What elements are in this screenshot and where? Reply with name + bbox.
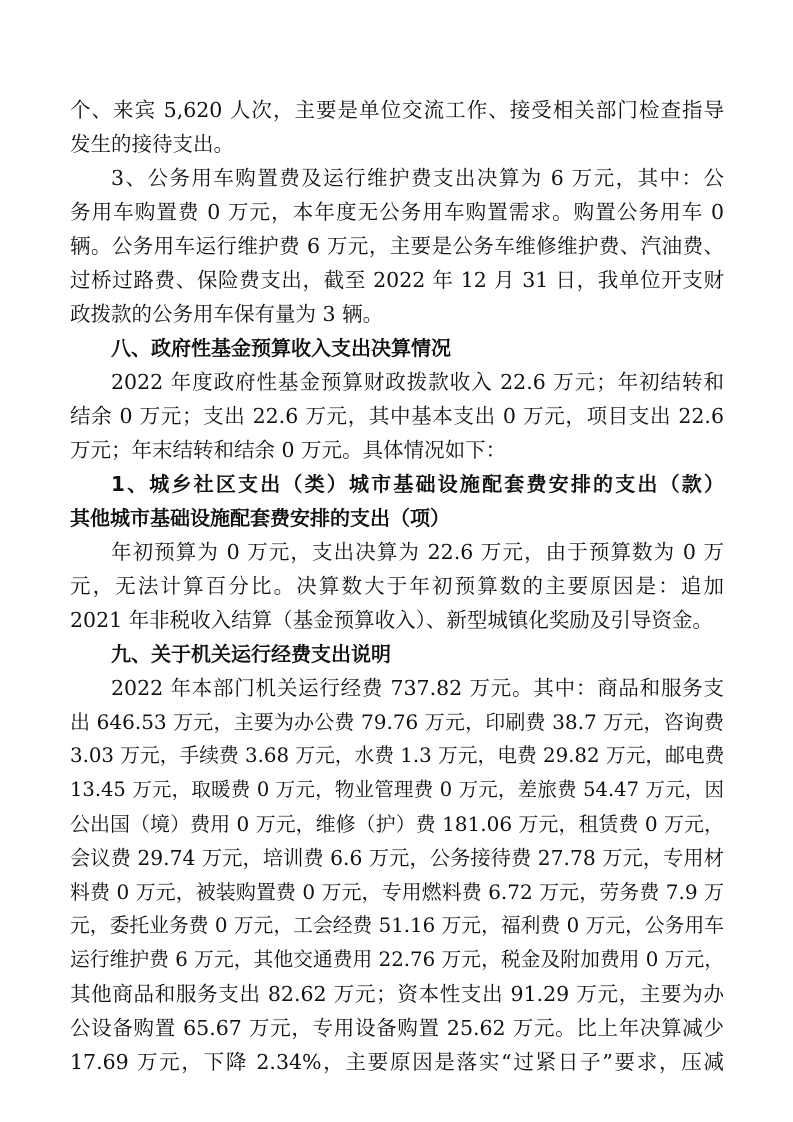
text-line: 料费 0 万元，被装购置费 0 万元，专用燃料费 6.72 万元，劳务费 7.9 万 (70, 880, 724, 904)
text-line: 辆。公务用车运行维护费 6 万元，主要是公务车维修维护费、汽油费、 (70, 234, 724, 258)
text-line: 结余 0 万元；支出 22.6 万元，其中基本支出 0 万元，项目支出 22.6 (70, 404, 724, 428)
text-line: 发生的接待支出。 (70, 132, 234, 156)
subsection-heading: 1、城乡社区支出（类）城市基础设施配套费安排的支出（款） (111, 472, 724, 496)
text-line: 年初预算为 0 万元，支出决算为 22.6 万元，由于预算数为 0 万 (111, 540, 724, 564)
text-line: 2022 年本部门机关运行经费 737.82 万元。其中：商品和服务支 (111, 676, 724, 700)
text-line: 2021 年非税收入结算（基金预算收入）、新型城镇化奖励及引导资金。 (70, 608, 713, 632)
text-line: 元，委托业务费 0 万元，工会经费 51.16 万元，福利费 0 万元，公务用车 (70, 914, 724, 937)
section-heading: 八、政府性基金预算收入支出决算情况 (111, 336, 451, 360)
text-line: 公出国（境）费用 0 万元，维修（护）费 181.06 万元，租赁费 0 万元， (70, 812, 724, 836)
text-line: 17.69 万元，下降 2.34%，主要原因是落实“过紧日子”要求，压减 (70, 1050, 724, 1074)
text-line: 过桥过路费、保险费支出，截至 2022 年 12 月 31 日，我单位开支财 (70, 268, 724, 292)
section-heading: 九、关于机关运行经费支出说明 (111, 642, 391, 666)
text-line: 运行维护费 6 万元，其他交通费用 22.76 万元，税金及附加费用 0 万元， (70, 948, 724, 971)
text-line: 3.03 万元，手续费 3.68 万元，水费 1.3 万元，电费 29.82 万元，邮电费 (70, 744, 725, 767)
text-line: 其他商品和服务支出 82.62 万元；资本性支出 91.29 万元，主要为办 (70, 982, 724, 1006)
text-line: 13.45 万元，取暖费 0 万元，物业管理费 0 万元，差旅费 54.47 万元，因 (70, 778, 724, 801)
text-line: 2022 年度政府性基金预算财政拨款收入 22.6 万元；年初结转和 (111, 370, 724, 394)
text-line: 公设备购置 65.67 万元，专用设备购置 25.62 万元。比上年决算减少 (70, 1016, 724, 1040)
text-line: 出 646.53 万元，主要为办公费 79.76 万元，印刷费 38.7 万元，咨询费 (70, 710, 724, 734)
text-line: 万元；年末结转和结余 0 万元。具体情况如下： (70, 438, 507, 462)
text-line: 会议费 29.74 万元，培训费 6.6 万元，公务接待费 27.78 万元，专用材 (70, 846, 724, 870)
text-line: 政拨款的公务用车保有量为 3 辆。 (70, 302, 384, 326)
text-line: 务用车购置费 0 万元，本年度无公务用车购置需求。购置公务用车 0 (70, 200, 724, 224)
subsection-heading: 其他城市基础设施配套费安排的支出（项） (70, 506, 450, 530)
text-line: 3、公务用车购置费及运行维护费支出决算为 6 万元，其中：公 (111, 166, 724, 190)
text-line: 元，无法计算百分比。决算数大于年初预算数的主要原因是：追加 (70, 574, 724, 598)
text-line: 个、来宾 5,620 人次，主要是单位交流工作、接受相关部门检查指导 (70, 98, 724, 122)
